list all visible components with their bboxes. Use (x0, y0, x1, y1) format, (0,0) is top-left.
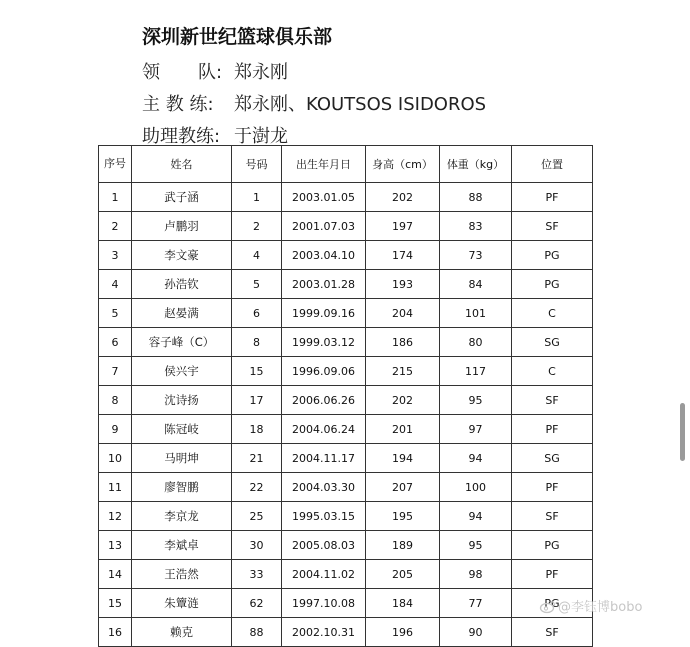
weibo-logo-icon (540, 600, 556, 613)
cell-position: SF (512, 618, 593, 647)
cell-height: 197 (366, 212, 440, 241)
cell-height: 205 (366, 560, 440, 589)
cell-weight: 101 (440, 299, 512, 328)
cell-weight: 117 (440, 357, 512, 386)
cell-birthdate: 2004.11.02 (282, 560, 366, 589)
table-row (99, 618, 593, 647)
cell-jersey: 18 (232, 415, 282, 444)
cell-height: 184 (366, 589, 440, 618)
roster-header-row (99, 146, 593, 183)
cell-number: 11 (99, 473, 132, 502)
cell-jersey: 30 (232, 531, 282, 560)
cell-birthdate: 2004.11.17 (282, 444, 366, 473)
watermark-text: @李钰博bobo (558, 600, 643, 615)
table-row (99, 444, 593, 473)
cell-jersey: 15 (232, 357, 282, 386)
cell-height: 202 (366, 183, 440, 212)
cell-number: 9 (99, 415, 132, 444)
cell-name: 李斌卓 (132, 531, 232, 560)
cell-birthdate: 2005.08.03 (282, 531, 366, 560)
head-coach-line (142, 90, 486, 116)
roster-table (98, 145, 593, 647)
cell-height: 215 (366, 357, 440, 386)
cell-name: 容子峰（C） (132, 328, 232, 357)
cell-jersey: 62 (232, 589, 282, 618)
cell-position: PG (512, 589, 593, 618)
cell-position: PG (512, 270, 593, 299)
cell-position: PG (512, 241, 593, 270)
cell-name: 朱簟涟 (132, 589, 232, 618)
cell-number: 10 (99, 444, 132, 473)
cell-weight: 98 (440, 560, 512, 589)
roster-body (99, 183, 593, 647)
table-row (99, 328, 593, 357)
cell-jersey: 88 (232, 618, 282, 647)
header-number: 序号 (99, 146, 132, 183)
cell-position: PF (512, 415, 593, 444)
table-row (99, 531, 593, 560)
cell-weight: 94 (440, 502, 512, 531)
cell-jersey: 6 (232, 299, 282, 328)
cell-height: 193 (366, 270, 440, 299)
cell-jersey: 21 (232, 444, 282, 473)
assistant-coach-label: 助理教练: (142, 126, 221, 147)
cell-height: 186 (366, 328, 440, 357)
cell-weight: 84 (440, 270, 512, 299)
cell-height: 174 (366, 241, 440, 270)
table-row (99, 241, 593, 270)
cell-jersey: 8 (232, 328, 282, 357)
cell-jersey: 17 (232, 386, 282, 415)
table-row (99, 299, 593, 328)
team-leader-line (142, 58, 288, 84)
table-row (99, 212, 593, 241)
cell-birthdate: 1997.10.08 (282, 589, 366, 618)
table-row (99, 270, 593, 299)
team-leader-label: 领 队: (142, 62, 223, 83)
cell-position: SF (512, 386, 593, 415)
cell-weight: 83 (440, 212, 512, 241)
cell-birthdate: 2004.06.24 (282, 415, 366, 444)
table-row (99, 183, 593, 212)
cell-name: 武子涵 (132, 183, 232, 212)
cell-position: SG (512, 444, 593, 473)
cell-height: 204 (366, 299, 440, 328)
cell-weight: 94 (440, 444, 512, 473)
cell-name: 孙浩钦 (132, 270, 232, 299)
cell-height: 196 (366, 618, 440, 647)
team-leader-value: 郑永刚 (234, 62, 288, 83)
table-row (99, 357, 593, 386)
table-row (99, 502, 593, 531)
cell-number: 13 (99, 531, 132, 560)
table-row (99, 415, 593, 444)
table-row (99, 589, 593, 618)
header-height: 身高（cm） (366, 146, 440, 183)
cell-birthdate: 2006.06.26 (282, 386, 366, 415)
cell-number: 8 (99, 386, 132, 415)
cell-position: C (512, 299, 593, 328)
cell-number: 16 (99, 618, 132, 647)
cell-weight: 88 (440, 183, 512, 212)
assistant-coach-value: 于澍龙 (234, 126, 288, 147)
table-row (99, 560, 593, 589)
cell-jersey: 4 (232, 241, 282, 270)
cell-name: 沈诗扬 (132, 386, 232, 415)
cell-jersey: 33 (232, 560, 282, 589)
cell-name: 卢鹏羽 (132, 212, 232, 241)
cell-jersey: 22 (232, 473, 282, 502)
cell-birthdate: 2004.03.30 (282, 473, 366, 502)
cell-birthdate: 2001.07.03 (282, 212, 366, 241)
head-coach-value: 郑永刚、KOUTSOS ISIDOROS (234, 94, 487, 115)
cell-name: 赖克 (132, 618, 232, 647)
header-jersey: 号码 (232, 146, 282, 183)
cell-height: 201 (366, 415, 440, 444)
cell-birthdate: 1999.03.12 (282, 328, 366, 357)
cell-position: PF (512, 183, 593, 212)
cell-jersey: 2 (232, 212, 282, 241)
cell-weight: 95 (440, 386, 512, 415)
cell-birthdate: 1996.09.06 (282, 357, 366, 386)
cell-number: 5 (99, 299, 132, 328)
cell-number: 2 (99, 212, 132, 241)
cell-number: 4 (99, 270, 132, 299)
cell-number: 1 (99, 183, 132, 212)
cell-height: 189 (366, 531, 440, 560)
cell-weight: 97 (440, 415, 512, 444)
cell-name: 马明坤 (132, 444, 232, 473)
club-title: 深圳新世纪篮球俱乐部 (142, 26, 333, 48)
cell-height: 194 (366, 444, 440, 473)
header-position: 位置 (512, 146, 593, 183)
header-weight: 体重（kg） (440, 146, 512, 183)
cell-birthdate: 2002.10.31 (282, 618, 366, 647)
cell-birthdate: 1995.03.15 (282, 502, 366, 531)
cell-position: PG (512, 531, 593, 560)
cell-weight: 90 (440, 618, 512, 647)
cell-name: 陈冠岐 (132, 415, 232, 444)
cell-weight: 73 (440, 241, 512, 270)
cell-name: 李文豪 (132, 241, 232, 270)
cell-birthdate: 2003.01.05 (282, 183, 366, 212)
table-row (99, 386, 593, 415)
cell-jersey: 5 (232, 270, 282, 299)
cell-height: 202 (366, 386, 440, 415)
cell-weight: 100 (440, 473, 512, 502)
cell-position: SF (512, 502, 593, 531)
cell-weight: 95 (440, 531, 512, 560)
cell-jersey: 25 (232, 502, 282, 531)
cell-jersey: 1 (232, 183, 282, 212)
cell-number: 3 (99, 241, 132, 270)
cell-birthdate: 2003.01.28 (282, 270, 366, 299)
cell-birthdate: 2003.04.10 (282, 241, 366, 270)
cell-number: 7 (99, 357, 132, 386)
cell-height: 207 (366, 473, 440, 502)
cell-number: 15 (99, 589, 132, 618)
header-birthdate: 出生年月日 (282, 146, 366, 183)
scrollbar-thumb[interactable] (680, 403, 685, 461)
cell-name: 王浩然 (132, 560, 232, 589)
head-coach-label: 主 教 练: (142, 94, 214, 115)
cell-birthdate: 1999.09.16 (282, 299, 366, 328)
cell-weight: 80 (440, 328, 512, 357)
cell-number: 14 (99, 560, 132, 589)
cell-position: SG (512, 328, 593, 357)
cell-name: 赵晏满 (132, 299, 232, 328)
cell-position: PF (512, 560, 593, 589)
cell-height: 195 (366, 502, 440, 531)
cell-weight: 77 (440, 589, 512, 618)
cell-number: 6 (99, 328, 132, 357)
header-name: 姓名 (132, 146, 232, 183)
cell-name: 廖智鹏 (132, 473, 232, 502)
watermark (540, 596, 642, 615)
cell-name: 侯兴宇 (132, 357, 232, 386)
cell-position: C (512, 357, 593, 386)
cell-name: 李京龙 (132, 502, 232, 531)
cell-number: 12 (99, 502, 132, 531)
cell-position: PF (512, 473, 593, 502)
cell-position: SF (512, 212, 593, 241)
table-row (99, 473, 593, 502)
